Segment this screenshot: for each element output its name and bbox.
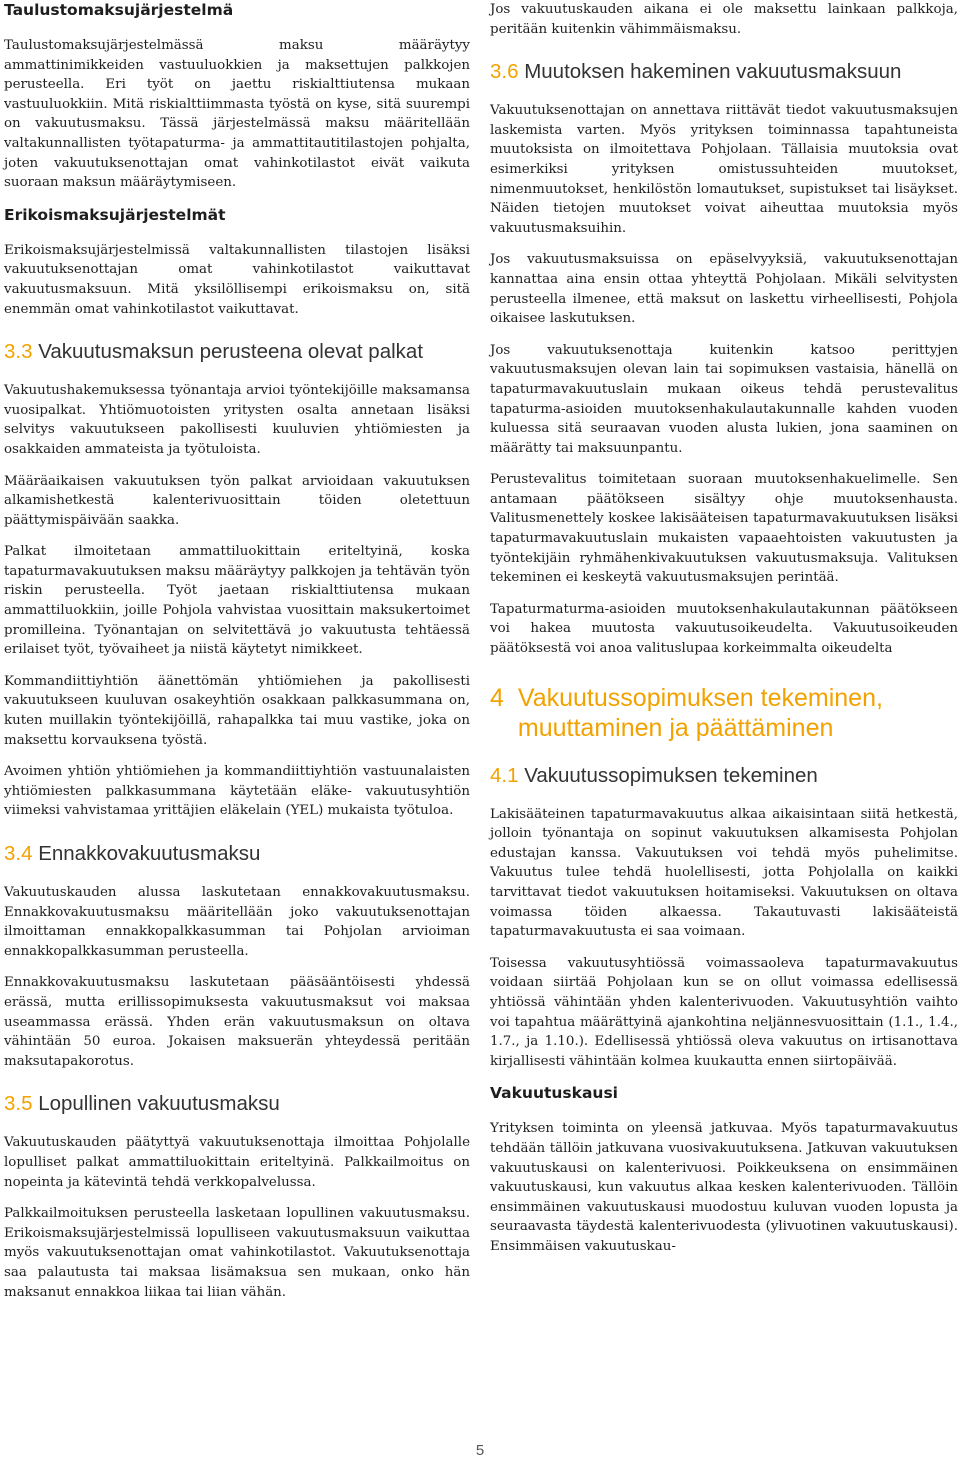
chapter-number: 4 <box>490 683 504 712</box>
heading-special-systems: Erikoismaksujärjestelmät <box>4 205 226 224</box>
paragraph: Palkat ilmoitetaan ammattiluokittain eriteltyinä, koska tapaturmavakuutuksen maksu määräytyy palkkojen ja tehtävän työn riskin perusteella. Työt jaetaan riskialttiutensa mukaan ammattiluokkiin, joille Pohjola vahvistaa vuosittain maksukertoimet promilleina. Työnantajan on selvitettävä jo vakuutusta tehtäessä erilaiset työt, työvaiheet ja niistä käytetyt nimikkeet. <box>4 544 470 658</box>
heading-tariff-system: Taulustomaksujärjestelmä <box>4 1 234 19</box>
paragraph: Jos vakuutuksenottaja kuitenkin katsoo perittyjen vakuutusmaksujen olevan lain tai sopimuksen vastaisia, hänellä on tapaturmavakuutuslain mukaan oikeus tehdä perustevalitus tapaturma-asioiden muutoksenhakulautakunnalle kahden vuoden kuluessa sitä seuraavan vuoden alusta lukien, jona saaminen on määrätty tai maksuunpantu. <box>490 342 958 456</box>
section-title: Vakuutusmaksun perusteena olevat palkat <box>38 340 424 364</box>
section-title: Ennakkovakuutusmaksu <box>38 842 261 865</box>
section-heading-3-3 <box>4 339 470 365</box>
left-column <box>4 0 470 1314</box>
section-number: 3.5 <box>4 1092 33 1116</box>
page-number: 5 <box>475 1442 485 1459</box>
paragraph: Perustevalitus toimitetaan suoraan muutoksenhakuelimelle. Sen antamaan päätökseen sisältyy ohje muutoksenhausta. Valitusmenettely koskee lakisääteisen tapaturmavakuutuksen lisäksi tapaturmavakuutuslain mukaisten vapaaehtoisten vakuutusten ja työntekijäin ryhmähenkivakuutuksen vakuutusmaksuja. Valituksen tekeminen ei keskeytä vakuutusmaksujen perintää. <box>490 472 958 586</box>
section-heading-3-4 <box>4 841 470 867</box>
paragraph: Jos vakuutusmaksuissa on epäselvyyksiä, vakuutuksenottajan kannattaa aina ensin ottaa yhteyttä Pohjolaan. Mikäli selvitysten perusteella ilmenee, että maksut on laskettu virheellisesti, Pohjola oikaisee laskutuksen. <box>490 252 958 327</box>
section-heading-4-1 <box>490 763 958 789</box>
paragraph: Vakuutuskauden päätyttyä vakuutuksenottaja ilmoittaa Pohjolalle lopulliset palkat ammattiluokittain eriteltyinä. Palkkailmoitus on nopeinta ja kätevintä tehdä verkkopalvelussa. <box>4 1135 470 1190</box>
chapter-heading-4 <box>490 683 958 743</box>
paragraph: Avoimen yhtiön yhtiömiehen ja kommandiittiyhtiön vastuunalaisten yhtiömiesten palkkasummana käytetään eläke- vakuutusyhtiön viimeksi vahvistamaa yrittäjien eläkelain (YEL) mukaista työtuloa. <box>4 764 470 819</box>
chapter-title: Vakuutussopimuksen tekeminen, muuttaminen ja päättäminen <box>517 683 883 742</box>
section-title: Vakuutussopimuksen tekeminen <box>524 763 818 787</box>
paragraph: Määräaikaisen vakuutuksen työn palkat arvioidaan vakuutuksen alkamishetkestä kalenterivuosittain töiden oletettuun päättymispäivään saakka. <box>4 473 470 528</box>
paragraph: Toisessa vakuutusyhtiössä voimassaoleva tapaturmavakuutus voidaan siirtää Pohjolaan kun se on ollut voimassa edellisessä yhtiössä vähintään yhden kalenterivuoden. Vakuutusyhtiön vaihto voi tapahtua määrättyinä ajankohtina neljännesvuosittain (1.1., 1.4., 1.7., ja 1.10.). Edellisessä yhtiössä oleva vakuutus on irtisanottava kirjallisesti vähintään kolmea kuukautta ennen siirtopäivää. <box>490 955 958 1069</box>
heading-insurance-period: Vakuutuskausi <box>490 1084 618 1103</box>
section-title: Lopullinen vakuutusmaksu <box>38 1092 280 1116</box>
paragraph: Vakuutushakemuksessa työnantaja arvioi työntekijöille maksamansa vuosipalkat. Yhtiömuotoisten yritysten osalta annetaan lisäksi selvitys vakuutukseen pakollisesti kuuluvien yhtiömiesten ja osakkaiden ammateista ja työtuloista. <box>4 383 470 457</box>
paragraph: Vakuutuksenottajan on annettava riittävät tiedot vakuutusmaksujen laskemista varten. Myös yrityksen toiminnassa tapahtuneista muutoksista on ilmoitettava Pohjolaan. Tällaisia muutoksia ovat esimerkiksi yrityksen omistussuhteiden muutokset, nimenmuutokset, henkilöstön lomautukset, supistukset tai lisäykset. Näiden tietojen muutokset voivat aiheuttaa muutoksia myös vakuutusmaksuihin. <box>490 103 958 236</box>
paragraph: Tapaturmaturma-asioiden muutoksenhakulautakunnan päätökseen voi hakea muutosta vakuutusoikeudelta. Vakuutusoikeuden päätöksestä voi anoa valituslupaa korkeimmalta oikeudelta <box>490 601 958 657</box>
paragraph: Yrityksen toiminta on yleensä jatkuvaa. Myös tapaturmavakuutus tehdään tällöin jatkuvana vuosivakuutuksena. Jatkuvan vakuutuksen vakuutuskausi on kalenterivuosi. Poikkeuksena on ensimmäinen vakuutuskausi, kun vakuutus alkaa kesken kalenterivuoden. Tällöin ensimmäinen vakuutuskausi muodostuu kuluvan vuoden lopusta ja seuraavasta täydestä kalenterivuodesta (ylivuotinen vakuutuskausi). Ensimmäisen vakuutuskau- <box>490 1121 958 1254</box>
paragraph: Jos vakuutuskauden aikana ei ole maksettu lainkaan palkkoja, peritään kuitenkin vähimmäismaksu. <box>490 2 958 37</box>
paragraph: Lakisääteinen tapaturmavakuutus alkaa aikaisintaan siitä hetkestä, jolloin työnantaja on sopinut vakuutuksen alkamisesta Pohjolan edustajan kanssa. Vakuutuksen voi tehdä myös puhelimitse. Vakuutus tulee tehdä huolellisesti, jotta Pohjolalla on kaikki tarvittavat tiedot vakuutuksen hoitamiseksi. Vakuutuksen on oltava voimassa töiden alkaessa. Takautuvasti lakisääteistä tapaturmavakuutusta ei saa voimaan. <box>490 806 958 940</box>
paragraph: Erikoismaksujärjestelmissä valtakunnallisten tilastojen lisäksi vakuutuksenottajan omat vahinkotilastot vaikuttavat vakuutusmaksuun. Mitä yksilöllisempi erikoismaksu on, sitä enemmän omat vahinkotilastot vaikuttavat. <box>4 242 470 317</box>
section-heading-3-6 <box>490 59 958 85</box>
section-number: 3.3 <box>4 340 33 364</box>
section-number: 4.1 <box>490 763 519 787</box>
section-number: 3.6 <box>490 60 519 84</box>
section-title: Muutoksen hakeminen vakuutusmaksuun <box>524 60 902 84</box>
paragraph: Vakuutuskauden alussa laskutetaan ennakkovakuutusmaksu. Ennakkovakuutusmaksu määritellään joko vakuutuksenottajan ilmoittaman ennakkopalkkasumman tai Pohjolan arvioiman ennakkopalkkasumman perusteella. <box>4 885 470 959</box>
paragraph: Taulustomaksujärjestelmässä maksu määräytyy ammattinimikkeiden vastuuluokkien ja maksettujen palkkojen perusteella. Eri työt on jaettu riskialttiutensa mukaan vastuuluokkiin. Mitä riskialttiimmasta työstä on kyse, sitä suurempi on vakuutusmaksu. Tässä järjestelmässä maksu määritellään valtakunnallisten työtapaturma- ja ammattitautitilastojen pohjalta, joten vakuutuksenottajan omat vahinkotilastot eivät vaikuta suoraan maksun määräytymiseen. <box>4 38 470 191</box>
paragraph: Palkkailmoituksen perusteella lasketaan lopullinen vakuutusmaksu. Erikoismaksujärjestelmissä lopulliseen vakuutusmaksuun vaikuttaa myös vakuutuksenottajan omat vahinkotilastot. Vakuutuksenottaja saa palautusta tai maksaa lisämaksua sen mukaan, onko hän maksanut ennakkoa liikaa tai liian vähän. <box>4 1206 470 1300</box>
section-number: 3.4 <box>4 842 33 865</box>
right-column <box>490 0 958 1269</box>
paragraph: Kommandiittiyhtiön äänettömän yhtiömiehen ja pakollisesti vakuutukseen kuuluvan osakeyhtiön osakkaan palkkasummana on, kuten muillakin työntekijöillä, rahapalkka tai muu vastike, joka on maksettu korvauksena työstä. <box>4 673 470 748</box>
paragraph: Ennakkovakuutusmaksu laskutetaan pääsääntöisesti yhdessä erässä, mutta erillissopimuksesta vakuutusmaksut voi maksaa useammassa erässä. Yhden erän vakuutusmaksun on oltava vähintään 50 euroa. Jokaisen maksuerän yhteydessä peritään maksutapakorotus. <box>4 975 470 1069</box>
section-heading-3-5 <box>4 1091 470 1117</box>
